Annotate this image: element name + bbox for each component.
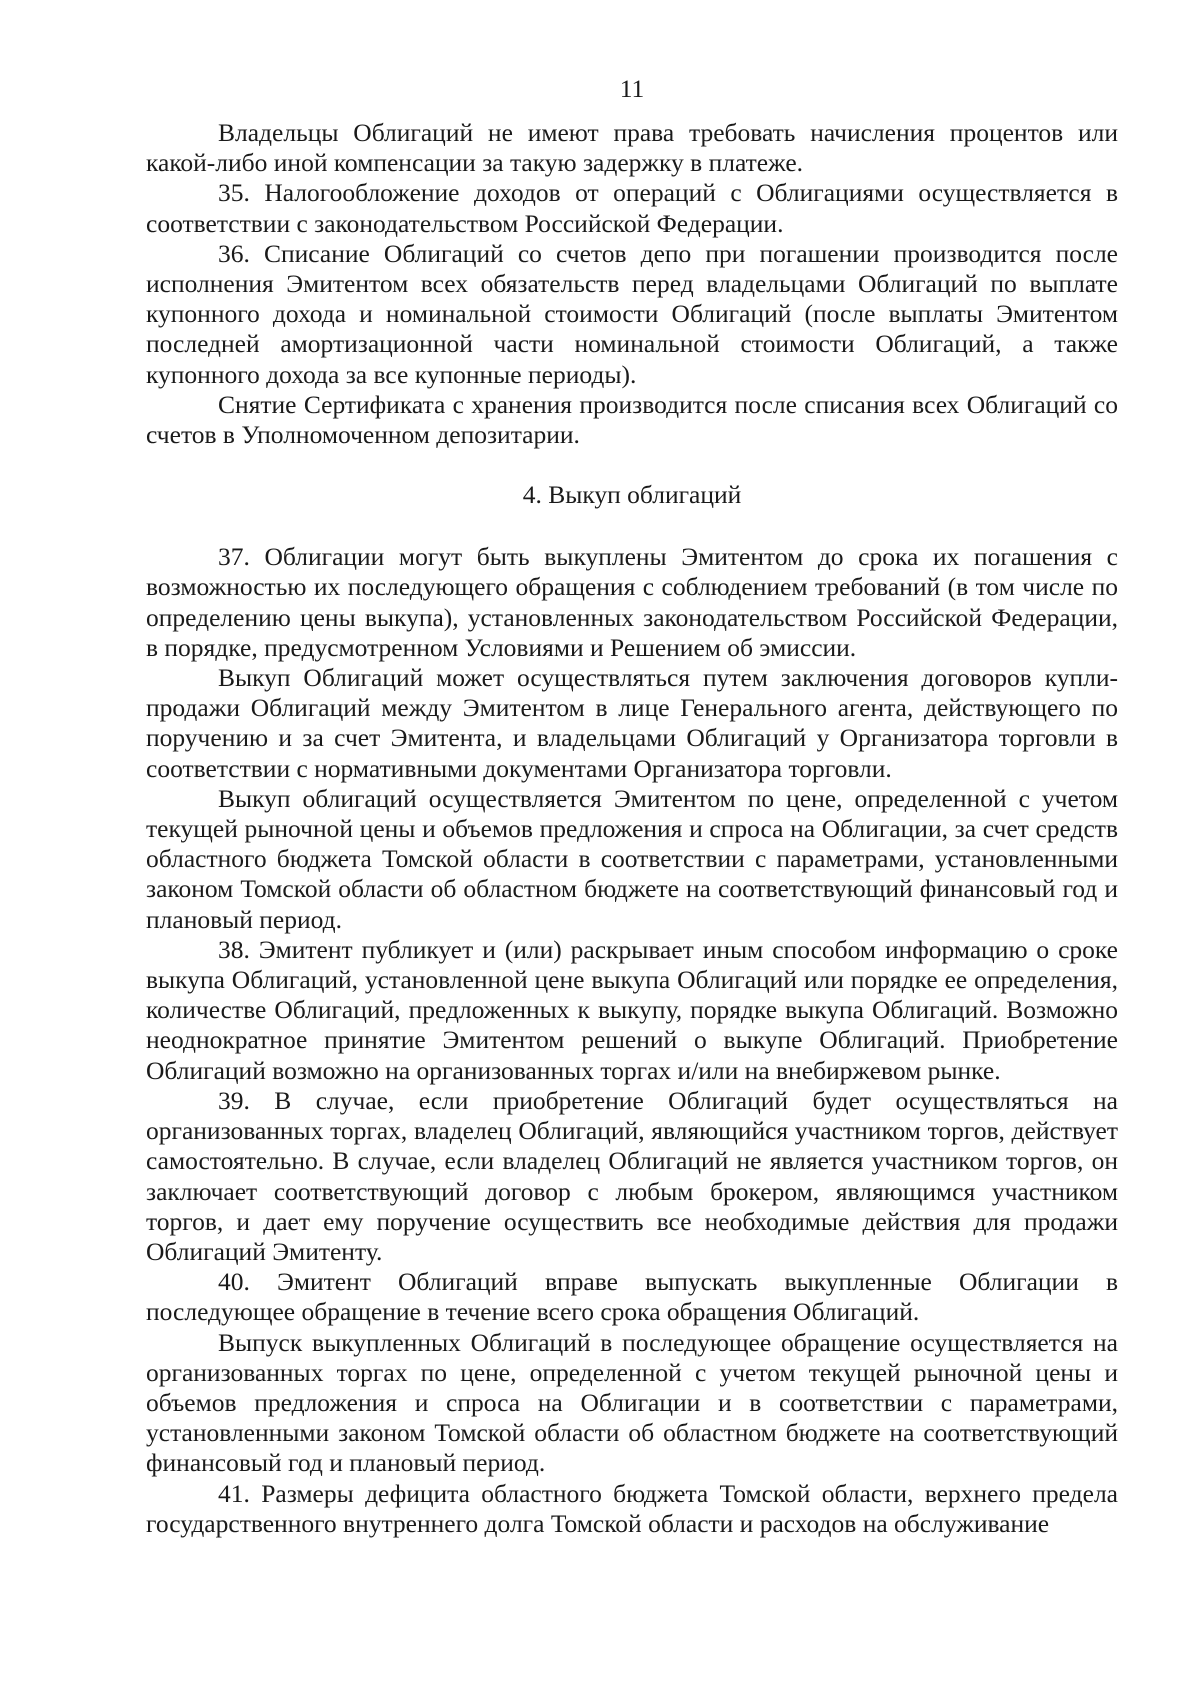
paragraph-35-taxation: 35. Налогообложение доходов от операций с Облигациями осуществляется в соответствии с законодательством Российской Федерации. [146, 178, 1118, 238]
paragraph-40-reissue: 40. Эмитент Облигаций вправе выпускать выкупленные Облигации в последующее обращение в течение всего срока обращения Облигаций. [146, 1267, 1118, 1327]
paragraph-39-organized-trading: 39. В случае, если приобретение Облигаций будет осуществляться на организованных торгах, владелец Облигаций, являющийся участником торгов, действует самостоятельно. В случае, если владелец Облигаций не является участником торгов, он заключает соответствующий договор с любым брокером, являющимся участником торгов, и дает ему поручение осуществить все необходимые действия для продажи Облигаций Эмитенту. [146, 1085, 1118, 1266]
section-heading: 4. Выкуп облигаций [522, 480, 742, 510]
paragraph-41-deficit: 41. Размеры дефицита областного бюджета Томской области, верхнего предела государственного внутреннего долга Томской области и расходов на обслуживание [146, 1478, 1118, 1538]
page-number: 11 [619, 74, 645, 103]
document-page [146, 74, 1118, 1539]
paragraph-holders-no-compensation: Владельцы Облигаций не имеют права требовать начисления процентов или какой-либо иной компенсации за такую задержку в платеже. [146, 118, 1118, 178]
paragraph-38-disclosure: 38. Эмитент публикует и (или) раскрывает иным способом информацию о сроке выкупа Облигаций, установленной цене выкупа Облигаций или порядке ее определения, количестве Облигаций, предложенных к выкупу, порядке выкупа Облигаций. Возможно неоднократное принятие Эмитентом решений о выкупе Облигаций. Приобретение Облигаций возможно на организованных торгах и/или на внебиржевом рынке. [146, 934, 1118, 1085]
paragraph-reissue-conditions: Выпуск выкупленных Облигаций в последующее обращение осуществляется на организованных торгах по цене, определенной с учетом текущей рыночной цены и объемов предложения и спроса на Облигации и в соответствии с параметрами, установленными законом Томской области об областном бюджете на соответствующий финансовый год и плановый период. [146, 1327, 1118, 1478]
paragraph-buyback-contracts: Выкуп Облигаций может осуществляться путем заключения договоров купли-продажи Облигаций между Эмитентом в лице Генерального агента, действующего по поручению и за счет Эмитента, и владельцами Облигаций у Организатора торговли в соответствии с нормативными документами Организатора торговли. [146, 663, 1118, 783]
paragraph-certificate-removal: Снятие Сертификата с хранения производится после списания всех Облигаций со счетов в Уполномоченном депозитарии. [146, 389, 1118, 450]
paragraph-36-write-off: 36. Списание Облигаций со счетов депо при погашении производится после исполнения Эмитентом всех обязательств перед владельцами Облигаций по выплате купонного дохода и номинальной стоимости Облигаций (после выплаты Эмитентом последней амортизационной части номинальной стоимости Облигаций, а также купонного дохода за все купонные периоды). [146, 238, 1118, 389]
paragraph-buyback-price: Выкуп облигаций осуществляется Эмитентом по цене, определенной с учетом текущей рыночной цены и объемов предложения и спроса на Облигации, за счет средств областного бюджета Томской области в соответствии с параметрами, установленными законом Томской области об областном бюджете на соответствующий финансовый год и плановый период. [146, 783, 1118, 934]
paragraph-37-buyback: 37. Облигации могут быть выкуплены Эмитентом до срока их погашения с возможностью их последующего обращения с соблюдением требований (в том числе по определению цены выкупа), установленных законодательством Российской Федерации, в порядке, предусмотренном Условиями и Решением об эмиссии. [146, 542, 1118, 662]
